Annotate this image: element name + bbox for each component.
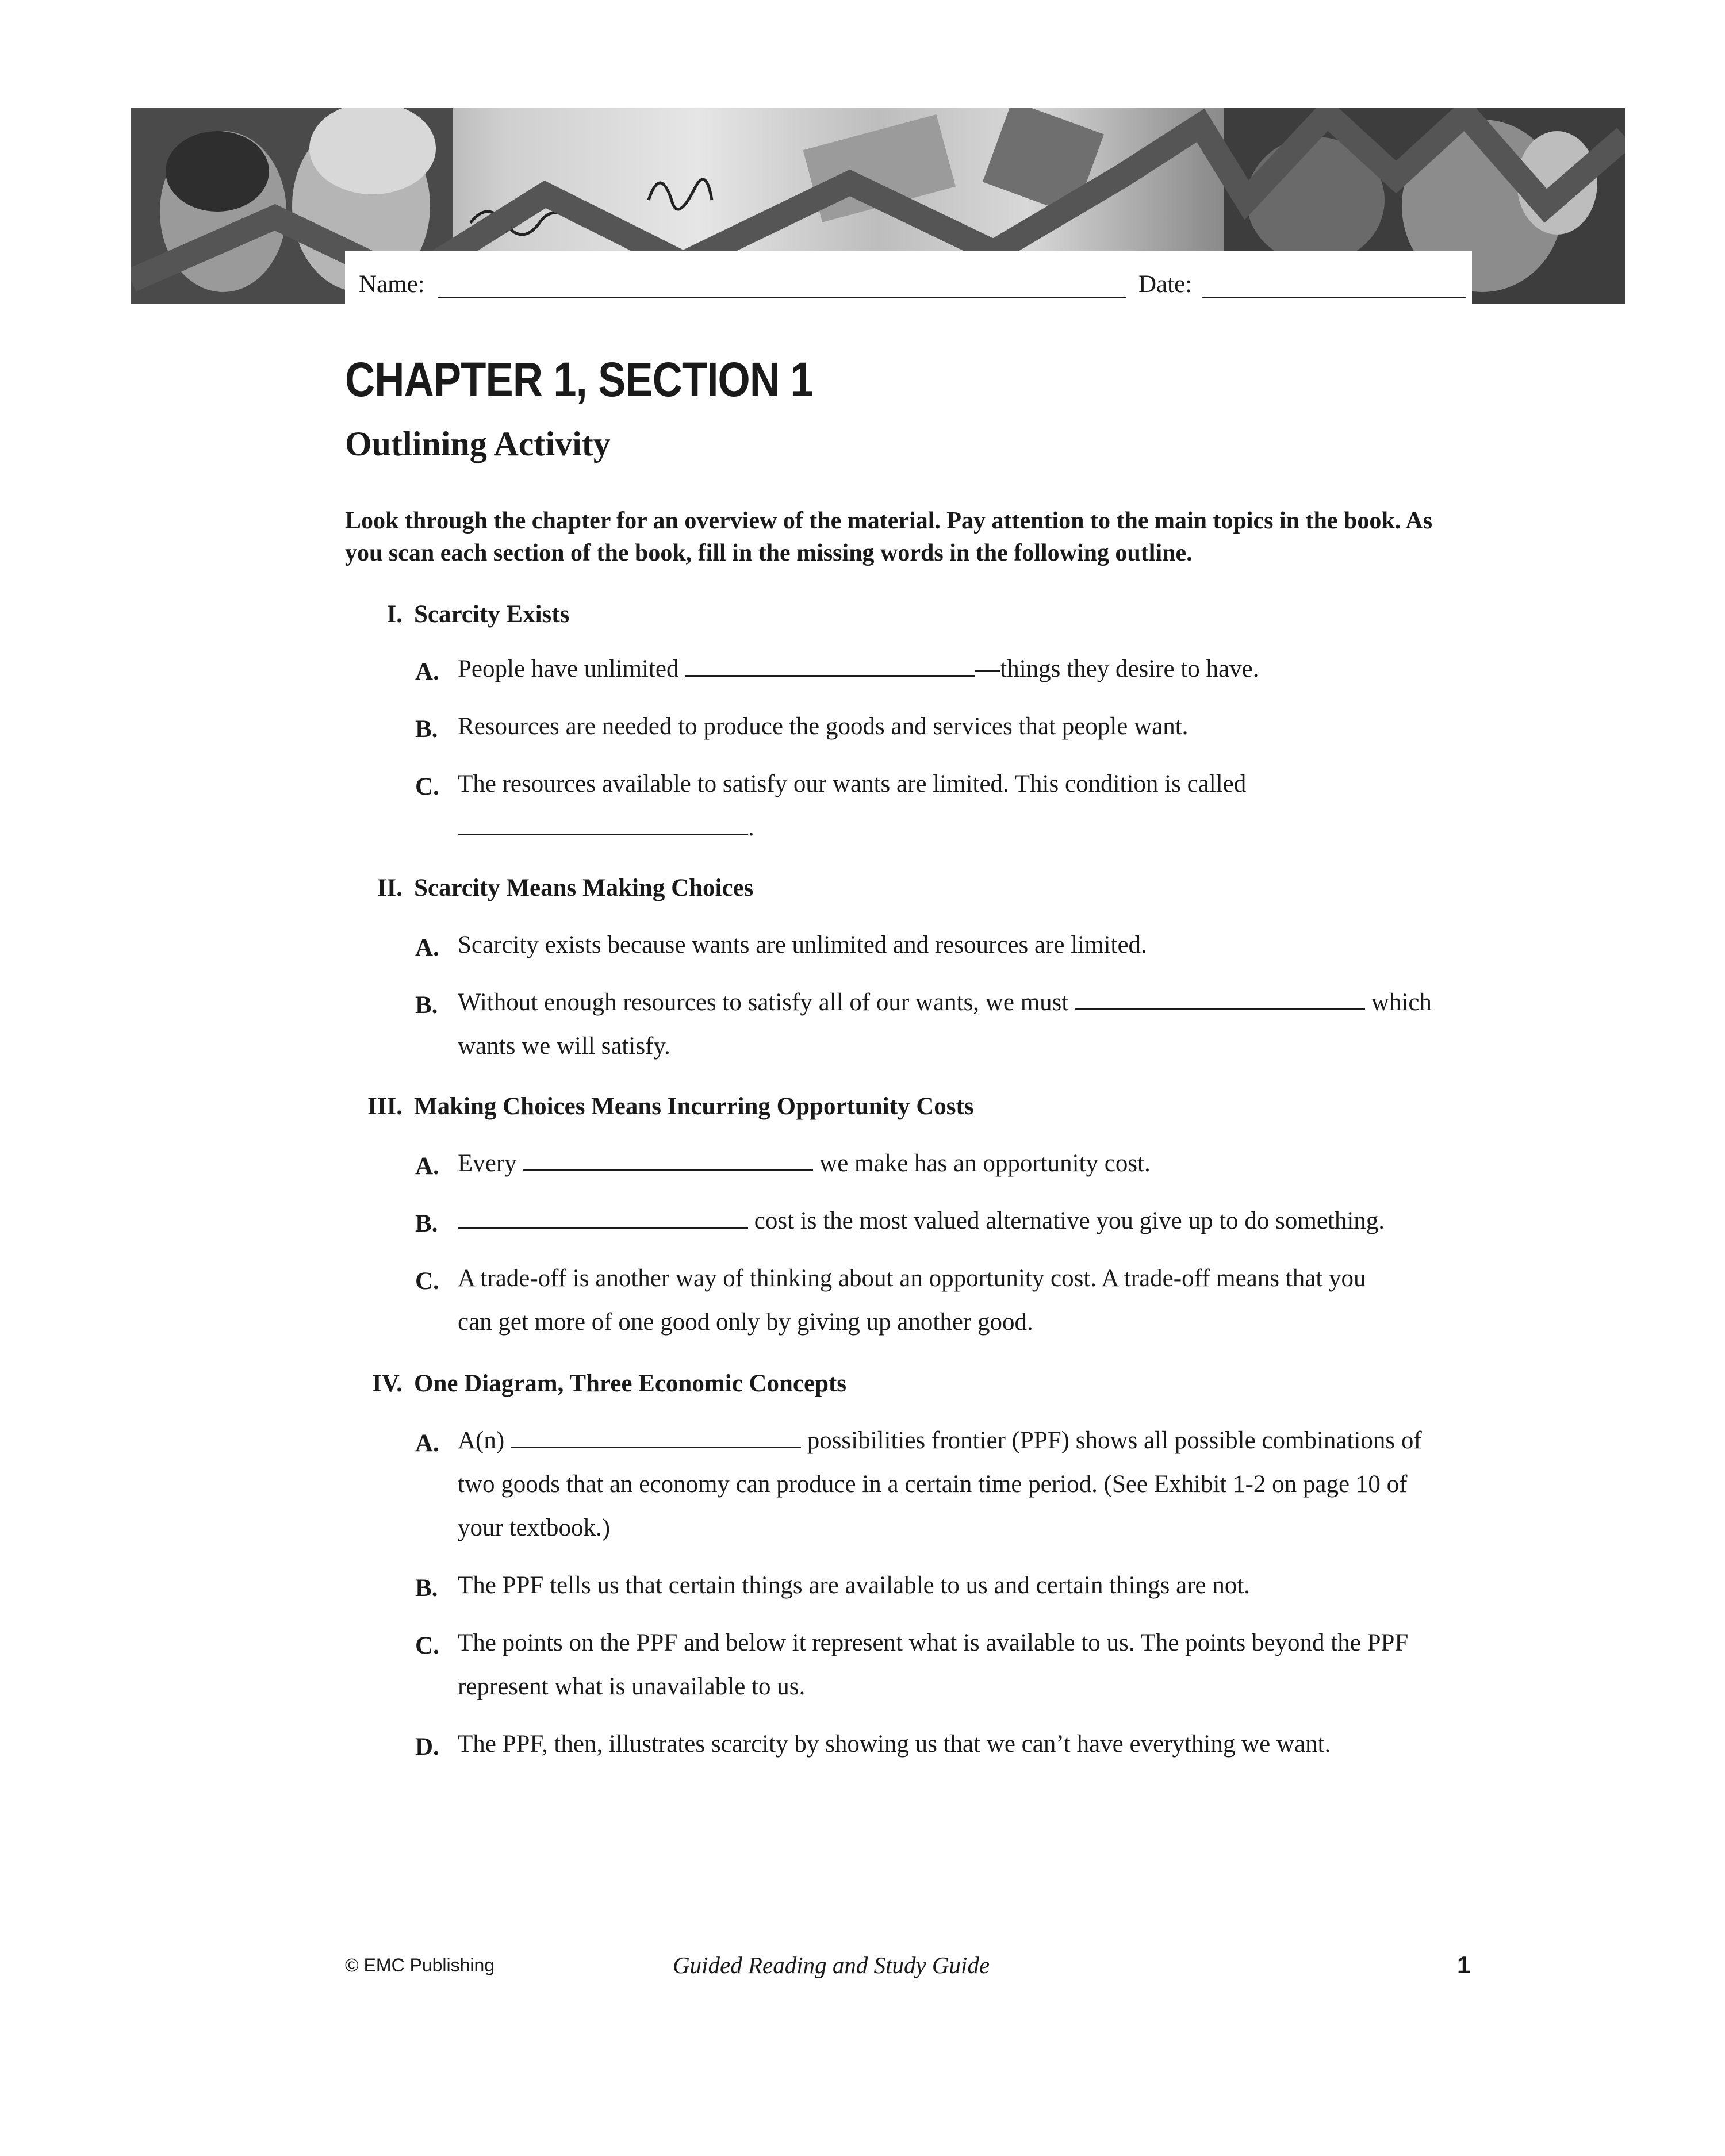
item-text-after: .: [748, 814, 754, 841]
chapter-title: CHAPTER 1, SECTION 1: [345, 352, 813, 406]
name-field[interactable]: [438, 297, 1126, 298]
fill-in-blank[interactable]: [458, 814, 748, 835]
section-number: IV.: [372, 1370, 402, 1397]
outline-item: [458, 1142, 1487, 1186]
section-number: III.: [367, 1093, 402, 1120]
date-field[interactable]: [1202, 297, 1466, 298]
outline-item: The points on the PPF and below it represent what is available to us. The points beyond the PPF: [458, 1629, 1409, 1656]
fill-in-blank[interactable]: [458, 1207, 748, 1229]
fill-in-blank[interactable]: [1075, 989, 1365, 1010]
item-text-after: we make has an opportunity cost.: [813, 1150, 1151, 1177]
outline-item: The PPF, then, illustrates scarcity by showing us that we can’t have everything we want.: [458, 1731, 1331, 1758]
outline-item-continued: wants we will satisfy.: [458, 1033, 670, 1060]
outline-item: A trade-off is another way of thinking about an opportunity cost. A trade-off means that you: [458, 1265, 1366, 1292]
outline-item-continued: two goods that an economy can produce in a certain time period. (See Exhibit 1-2 on page 10 of: [458, 1471, 1408, 1498]
section-title: Scarcity Means Making Choices: [414, 874, 754, 901]
item-letter: A.: [415, 1430, 439, 1457]
outline-item: Resources are needed to produce the goods and services that people want.: [458, 713, 1189, 740]
outline-item: Scarcity exists because wants are unlimited and resources are limited.: [458, 931, 1147, 958]
outline-item: [458, 981, 1487, 1025]
name-date-strip: [345, 251, 1472, 304]
item-text-before: Every: [458, 1150, 523, 1177]
item-letter: A.: [415, 658, 439, 685]
item-text-after: —things they desire to have.: [975, 655, 1259, 682]
item-letter: B.: [415, 1210, 438, 1237]
outline-item: [458, 1419, 1487, 1463]
section-number: I.: [386, 601, 402, 628]
item-letter: A.: [415, 1153, 439, 1180]
item-text-after: which: [1365, 989, 1432, 1016]
item-letter: C.: [415, 773, 439, 800]
fill-in-blank[interactable]: [523, 1150, 813, 1171]
footer-guide-title: Guided Reading and Study Guide: [673, 1952, 990, 1978]
outline-item: The PPF tells us that certain things are available to us and certain things are not.: [458, 1572, 1251, 1599]
outline-item: [458, 1199, 1487, 1243]
item-letter: C.: [415, 1268, 439, 1295]
outline-item-continued: [458, 806, 1487, 850]
instructions: Look through the chapter for an overview of the material. Pay attention to the main topics in the book. As you scan each section of the book, fill in the missing words in the following outline.: [345, 508, 1433, 566]
page-number: 1: [1457, 1951, 1471, 1978]
item-text-after: cost is the most valued alternative you give up to do something.: [748, 1207, 1385, 1234]
footer-publisher: © EMC Publishing: [345, 1955, 495, 1975]
item-text-before: A(n): [458, 1427, 511, 1454]
fill-in-blank[interactable]: [511, 1427, 801, 1448]
activity-title: Outlining Activity: [345, 425, 611, 463]
item-letter: D.: [415, 1733, 439, 1760]
fill-in-blank[interactable]: [685, 655, 975, 677]
section-title: Scarcity Exists: [414, 601, 570, 628]
date-label: Date:: [1138, 271, 1193, 298]
item-letter: B.: [415, 1575, 438, 1602]
outline-item: [458, 647, 1487, 691]
section-number: II.: [377, 874, 402, 901]
outline-item: The resources available to satisfy our wants are limited. This condition is called: [458, 770, 1247, 797]
item-text-after: possibilities frontier (PPF) shows all possible combinations of: [800, 1427, 1422, 1454]
section-title: One Diagram, Three Economic Concepts: [414, 1370, 847, 1397]
item-letter: B.: [415, 992, 438, 1019]
item-letter: C.: [415, 1632, 439, 1659]
item-letter: A.: [415, 934, 439, 961]
section-title: Making Choices Means Incurring Opportunity Costs: [414, 1093, 974, 1120]
name-label: Name:: [359, 271, 425, 298]
item-text-before: People have unlimited: [458, 655, 685, 682]
outline-item-continued: represent what is unavailable to us.: [458, 1673, 806, 1700]
outline-item-continued: can get more of one good only by giving up another good.: [458, 1309, 1033, 1336]
outline-item-continued: your textbook.): [458, 1514, 611, 1541]
item-text-before: Without enough resources to satisfy all of our wants, we must: [458, 989, 1075, 1016]
item-letter: B.: [415, 716, 438, 743]
